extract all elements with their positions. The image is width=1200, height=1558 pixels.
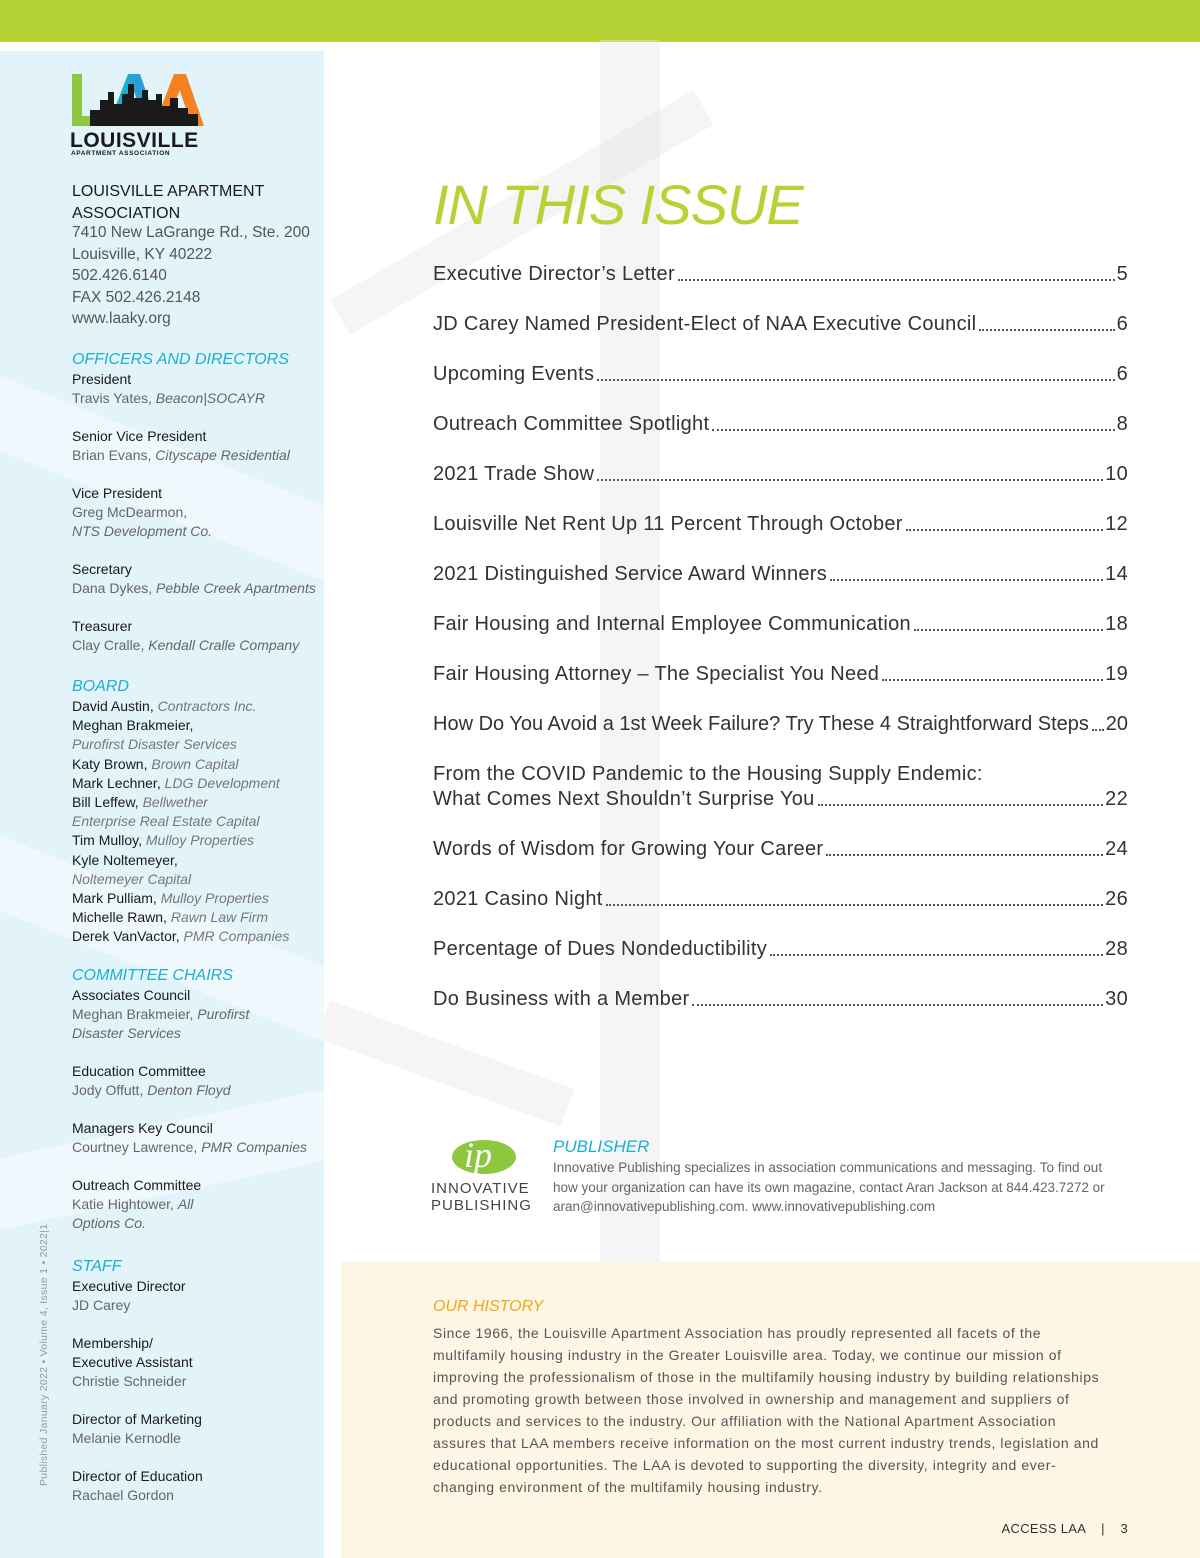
person-name: Greg McDearmon,	[72, 504, 188, 520]
name-text: Clay Cralle,	[72, 637, 149, 653]
board-member	[72, 793, 317, 812]
toc-item[interactable]	[433, 712, 1128, 737]
toc-title-line	[433, 762, 1128, 787]
toc-item[interactable]	[433, 987, 1128, 1012]
phone-number: 502.426.6140	[72, 267, 167, 284]
dot-leader	[770, 954, 1103, 956]
name-text: Travis Yates,	[72, 390, 156, 406]
logo-text: PUBLISHING	[431, 1197, 532, 1214]
toc-item[interactable]	[433, 512, 1128, 537]
person-name: Rachael Gordon	[72, 1487, 174, 1503]
role-title: Director of Marketing	[72, 1411, 202, 1427]
name-text: Mark Lechner,	[72, 774, 165, 791]
company-text: Options Co.	[72, 1215, 146, 1231]
name-text: Katie Hightower,	[72, 1196, 178, 1212]
board-member	[72, 870, 317, 889]
name-text: Jody Offutt,	[72, 1082, 148, 1098]
toc-title: Upcoming Events	[433, 363, 595, 385]
toc-title: Percentage of Dues Nondeductibility	[433, 938, 768, 960]
logo-text: INNOVATIVE	[431, 1180, 530, 1197]
staff-entry	[72, 1277, 317, 1315]
website-link[interactable]: www.laaky.org	[72, 310, 171, 327]
person-name	[72, 636, 317, 655]
board-member	[72, 851, 317, 870]
officer-entry	[72, 427, 317, 465]
decorative-stripe	[316, 1000, 574, 1127]
dot-leader	[826, 854, 1103, 856]
section-heading: BOARD	[72, 678, 129, 695]
toc-item[interactable]	[433, 662, 1128, 687]
toc-page: 24	[1105, 838, 1128, 860]
person-name	[72, 446, 317, 465]
publisher-text: Innovative Publishing specializes in association communications and messaging. To find out how your organization can have its own magazine, contact Aran Jackson at 844.423.7272 or aran@innovativepublishing.com. www.innovativepublishing.com	[553, 1160, 1105, 1214]
name-text: Meghan Brakmeier,	[72, 1006, 198, 1022]
dot-leader	[830, 579, 1103, 581]
toc-page: 26	[1105, 888, 1128, 910]
company-text: Disaster Services	[72, 1025, 181, 1041]
role-title: Director of Education	[72, 1468, 203, 1484]
name-text: Mark Pulliam,	[72, 890, 161, 907]
company-text: PMR Companies	[183, 928, 290, 945]
toc-page: 14	[1105, 563, 1128, 585]
dot-leader	[882, 679, 1103, 681]
dot-leader	[1092, 729, 1104, 731]
staff-entry	[72, 1334, 317, 1391]
person-name: JD Carey	[72, 1297, 131, 1313]
company-text: LDG Development	[164, 774, 280, 791]
org-name-line: LOUISVILLE APARTMENT	[72, 183, 265, 200]
company-text: Cityscape Residential	[155, 447, 290, 463]
toc-page: 20	[1105, 713, 1128, 735]
role-title: Membership/	[72, 1335, 153, 1351]
role-title: Secretary	[72, 561, 132, 577]
role-title: Senior Vice President	[72, 428, 207, 444]
board-member	[72, 716, 317, 735]
company-text: Enterprise Real Estate Capital	[72, 813, 260, 830]
toc-title: What Comes Next Shouldn’t Surprise You	[433, 788, 815, 810]
toc-item[interactable]	[433, 262, 1128, 287]
toc-item[interactable]	[433, 612, 1128, 637]
staff-entry	[72, 1467, 317, 1505]
section-heading: STAFF	[72, 1258, 122, 1275]
company-line	[72, 522, 317, 541]
company-text: All	[177, 1196, 194, 1212]
name-text: Tim Mulloy,	[72, 832, 146, 849]
company-text: Pebble Creek Apartments	[156, 580, 316, 596]
officer-entry	[72, 560, 317, 598]
name-text: David Austin,	[72, 698, 158, 714]
board-member	[72, 889, 317, 908]
name-text: Michelle Rawn,	[72, 909, 171, 926]
toc-title: From the COVID Pandemic to the Housing Supply Endemic:	[433, 763, 983, 785]
dot-leader	[597, 479, 1103, 481]
ip-mark-text: ip	[464, 1135, 493, 1175]
innovative-publishing-logo	[428, 1135, 540, 1220]
staff-entry	[72, 1410, 317, 1448]
page-title: IN THIS ISSUE	[433, 173, 803, 236]
fax-number: FAX 502.426.2148	[72, 288, 201, 306]
person-name	[72, 1005, 317, 1024]
toc-page: 5	[1116, 263, 1128, 285]
company-text: Mulloy Properties	[160, 890, 269, 907]
toc-page: 6	[1116, 313, 1128, 335]
company-text: NTS Development Co.	[72, 523, 213, 539]
company-line	[72, 1214, 317, 1233]
dot-leader	[597, 379, 1114, 381]
toc-page: 12	[1105, 513, 1128, 535]
name-text: Kyle Noltemeyer,	[72, 851, 178, 868]
person-name: Melanie Kernodle	[72, 1430, 181, 1446]
history-panel	[341, 1262, 1200, 1558]
dot-leader	[678, 279, 1115, 281]
board-member	[72, 774, 317, 793]
role-title: Executive Assistant	[72, 1354, 193, 1370]
dot-leader	[979, 329, 1114, 331]
org-address	[72, 222, 317, 330]
company-text: Mulloy Properties	[145, 832, 255, 849]
publisher-heading: PUBLISHER	[553, 1137, 650, 1156]
laa-skyline-logo-icon	[70, 70, 210, 132]
toc-page: 19	[1105, 663, 1128, 685]
person-name	[72, 579, 317, 598]
history-text: Since 1966, the Louisville Apartment Association has proudly represented all facets of the multifamily housing industry in the Greater Louisville area. Today, we continue our mission of improving the professionalism of those in the multifamily housing industry by building relationships and promoting growth between those involved in ownership and management and suppliers of products and services to the industry. Our affiliation with the National Apartment Association assures that LAA members receive information on the most current industry trends, legislation and educational opportunities. The LAA is devoted to supporting the diversity, integrity and ever-changing environment of the multifamily housing industry.	[433, 1325, 1100, 1495]
committee-entry	[72, 986, 317, 1043]
company-text: Purofirst	[197, 1006, 250, 1022]
toc-title: Louisville Net Rent Up 11 Percent Through October	[433, 513, 903, 535]
toc-page: 28	[1105, 938, 1128, 960]
company-text: Kendall Cralle Company	[148, 637, 300, 653]
dot-leader	[712, 429, 1114, 431]
role-title: Executive Director	[72, 1278, 186, 1294]
committee-entry	[72, 1062, 317, 1100]
table-of-contents	[433, 262, 1128, 1012]
logo-subtitle: APARTMENT ASSOCIATION	[71, 150, 171, 157]
toc-title: Fair Housing Attorney – The Specialist You Need	[433, 663, 880, 685]
committee-entry	[72, 1119, 317, 1157]
officer-entry	[72, 484, 317, 541]
toc-item[interactable]	[433, 412, 1128, 437]
address-line: Louisville, KY 40222	[72, 245, 213, 263]
officer-entry	[72, 370, 317, 408]
company-text: Noltemeyer Capital	[72, 870, 192, 887]
footer-separator: |	[1101, 1521, 1105, 1536]
board-member	[72, 927, 317, 946]
dot-leader	[692, 1004, 1103, 1006]
person-name: Christie Schneider	[72, 1373, 187, 1389]
section-heading: COMMITTEE CHAIRS	[72, 967, 233, 984]
dot-leader	[606, 904, 1103, 906]
toc-title: 2021 Distinguished Service Award Winners	[433, 563, 828, 585]
committee-entry	[72, 1176, 317, 1233]
staff-section	[72, 1257, 317, 1505]
section-heading: OFFICERS AND DIRECTORS	[72, 351, 289, 368]
page-number: 3	[1120, 1521, 1128, 1536]
role-title: President	[72, 371, 132, 387]
person-name	[72, 1195, 317, 1214]
board-member	[72, 735, 317, 754]
toc-item[interactable]	[433, 837, 1128, 862]
role-title: Outreach Committee	[72, 1177, 202, 1193]
company-text: Purofirst Disaster Services	[72, 736, 237, 753]
top-accent-bar	[0, 0, 1200, 42]
toc-page: 10	[1105, 463, 1128, 485]
toc-item[interactable]	[433, 312, 1128, 337]
committee-section	[72, 966, 317, 1233]
footer-label: ACCESS LAA	[1001, 1521, 1086, 1536]
logo-wordmark: LOUISVILLE	[70, 129, 199, 152]
board-member	[72, 755, 317, 774]
toc-item[interactable]	[433, 887, 1128, 912]
company-text: Brown Capital	[151, 755, 239, 772]
org-name-line: ASSOCIATION	[72, 205, 181, 222]
history-heading: OUR HISTORY	[433, 1298, 544, 1315]
board-section	[72, 677, 317, 947]
toc-title: Fair Housing and Internal Employee Communication	[433, 613, 911, 635]
dot-leader	[818, 804, 1104, 806]
company-text: Bellwether	[142, 794, 208, 811]
toc-title-line	[433, 787, 1128, 812]
toc-item[interactable]	[433, 562, 1128, 587]
role-title: Vice President	[72, 485, 163, 501]
org-name	[72, 181, 317, 225]
dot-leader	[914, 629, 1103, 631]
name-text: Dana Dykes,	[72, 580, 157, 596]
toc-item[interactable]	[433, 362, 1128, 387]
company-text: Rawn Law Firm	[170, 909, 269, 926]
role-title: Education Committee	[72, 1063, 206, 1079]
company-text: Contractors Inc.	[157, 698, 257, 714]
officer-entry	[72, 617, 317, 655]
name-text: Courtney Lawrence,	[72, 1139, 202, 1155]
name-text: Bill Leffew,	[72, 794, 143, 811]
company-line	[72, 1024, 317, 1043]
person-name	[72, 389, 317, 408]
dot-leader	[906, 529, 1103, 531]
publication-note: Published January 2022 • Volume 4, Issue 1 • 2022|1	[38, 1223, 50, 1486]
toc-title: JD Carey Named President-Elect of NAA Executive Council	[433, 313, 977, 335]
toc-page: 18	[1105, 613, 1128, 635]
toc-title: How Do You Avoid a 1st Week Failure? Try These 4 Straightforward Steps	[433, 713, 1089, 735]
person-name	[72, 1138, 317, 1157]
laa-logo	[70, 70, 210, 160]
page-footer	[1002, 1521, 1128, 1536]
board-member	[72, 812, 317, 831]
toc-title: Outreach Committee Spotlight	[433, 413, 710, 435]
person-name	[72, 1081, 317, 1100]
toc-title: Words of Wisdom for Growing Your Career	[433, 838, 824, 860]
officers-section	[72, 350, 317, 655]
role-title: Associates Council	[72, 987, 191, 1003]
toc-page: 22	[1105, 788, 1128, 810]
company-text: Beacon|SOCAYR	[155, 390, 265, 406]
toc-item[interactable]	[433, 937, 1128, 962]
name-text: Brian Evans,	[72, 447, 156, 463]
name-text: Meghan Brakmeier,	[72, 717, 194, 734]
toc-title: 2021 Trade Show	[433, 463, 595, 485]
toc-title: Do Business with a Member	[433, 988, 690, 1010]
board-member	[72, 908, 317, 927]
role-title: Treasurer	[72, 618, 133, 634]
toc-page: 6	[1116, 363, 1128, 385]
toc-page: 30	[1105, 988, 1128, 1010]
toc-title: Executive Director’s Letter	[433, 263, 675, 285]
company-text: Denton Floyd	[147, 1082, 231, 1098]
board-member	[72, 697, 317, 716]
toc-page: 8	[1116, 413, 1128, 435]
name-text: Derek VanVactor,	[72, 928, 184, 945]
company-text: PMR Companies	[201, 1139, 308, 1155]
toc-title: 2021 Casino Night	[433, 888, 603, 910]
toc-item[interactable]	[433, 762, 1128, 812]
board-member	[72, 831, 317, 850]
role-title: Managers Key Council	[72, 1120, 213, 1136]
name-text: Katy Brown,	[72, 755, 152, 772]
toc-item[interactable]	[433, 462, 1128, 487]
address-line: 7410 New LaGrange Rd., Ste. 200	[72, 224, 310, 241]
